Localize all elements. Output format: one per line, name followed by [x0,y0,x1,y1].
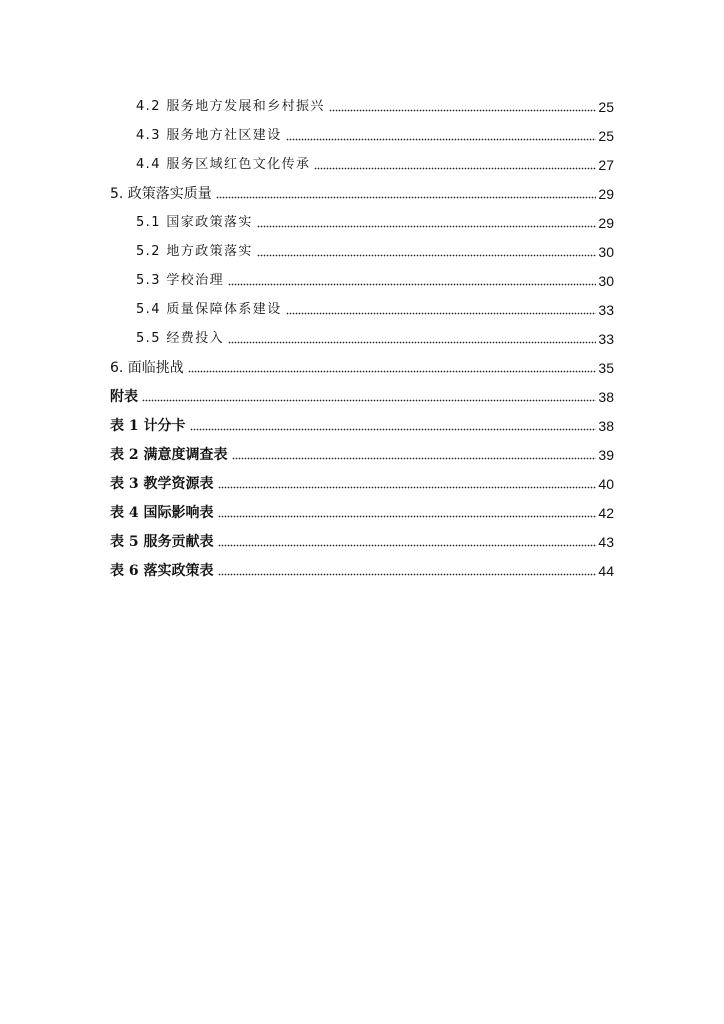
toc-entry-page-number: 25 [598,128,614,144]
toc-entry-page-number: 42 [598,505,614,521]
dot-leader [218,515,597,518]
toc-entry-page-number: 44 [598,563,614,579]
toc-entry-label: 表 6 落实政策表 [110,563,214,579]
toc-entry-label: 表 5 服务贡献表 [110,534,214,550]
toc-entry-label: 6. 面临挑战 [110,360,184,376]
toc-entry-label: 附表 [110,389,138,405]
dot-leader [216,196,597,199]
toc-entry-page-number: 33 [598,302,614,318]
dot-leader [329,109,597,112]
toc-entry-page-number: 29 [598,215,614,231]
dot-leader [142,399,596,402]
toc-entry-page-number: 43 [598,534,614,550]
dot-leader [228,283,596,286]
toc-entry-page-number: 35 [598,360,614,376]
dot-leader [218,544,597,547]
toc-entry-label: 4.4 服务区域红色文化传承 [136,157,311,172]
toc-entry-label: 表 1 计分卡 [110,418,186,434]
toc-entry-table-3[interactable] [110,469,614,493]
toc-entry-5-3[interactable] [136,266,614,290]
toc-entry-label: 5.1 国家政策落实 [136,215,253,230]
toc-entry-4-2[interactable] [136,92,614,116]
toc-entry-page-number: 25 [598,99,614,115]
toc-entry-page-number: 38 [598,418,614,434]
toc-entry-label: 4.3 服务地方社区建设 [136,128,282,143]
toc-entry-5[interactable] [110,179,614,203]
toc-entry-5-1[interactable] [136,208,614,232]
toc-entry-label: 5. 政策落实质量 [110,186,212,202]
toc-entry-appendix[interactable] [110,382,614,406]
dot-leader [228,341,596,344]
toc-entry-page-number: 39 [598,447,614,463]
toc-entry-label: 表 4 国际影响表 [110,505,214,521]
dot-leader [218,486,597,489]
toc-entry-5-2[interactable] [136,237,614,261]
toc-entry-label: 5.2 地方政策落实 [136,244,253,259]
toc-entry-label: 4.2 服务地方发展和乡村振兴 [136,99,325,114]
toc-entry-table-2[interactable] [110,440,614,464]
toc-entry-table-4[interactable] [110,498,614,522]
toc-entry-page-number: 40 [598,476,614,492]
toc-entry-page-number: 38 [598,389,614,405]
toc-entry-5-4[interactable] [136,295,614,319]
toc-entry-label: 5.4 质量保障体系建设 [136,302,282,317]
toc-entry-label: 表 3 教学资源表 [110,476,214,492]
toc-entry-table-1[interactable] [110,411,614,435]
toc-entry-6[interactable] [110,353,614,377]
toc-entry-page-number: 33 [598,331,614,347]
toc-entry-page-number: 27 [598,157,614,173]
dot-leader [218,573,597,576]
dot-leader [257,225,597,228]
dot-leader [257,254,597,257]
toc-entry-label: 5.3 学校治理 [136,273,225,288]
dot-leader [190,428,597,431]
toc-entry-table-5[interactable] [110,527,614,551]
toc-entry-5-5[interactable] [136,324,614,348]
toc-entry-table-6[interactable] [110,556,614,580]
toc-entry-page-number: 30 [598,244,614,260]
dot-leader [188,370,597,373]
dot-leader [232,457,597,460]
dot-leader [314,167,596,170]
toc-entry-4-4[interactable] [136,150,614,174]
dot-leader [286,312,597,315]
toc-entry-label: 表 2 满意度调查表 [110,447,228,463]
dot-leader [286,138,597,141]
toc-entry-page-number: 30 [598,273,614,289]
toc-entry-page-number: 29 [598,186,614,202]
toc-entry-4-3[interactable] [136,121,614,145]
toc-entry-label: 5.5 经费投入 [136,331,225,346]
